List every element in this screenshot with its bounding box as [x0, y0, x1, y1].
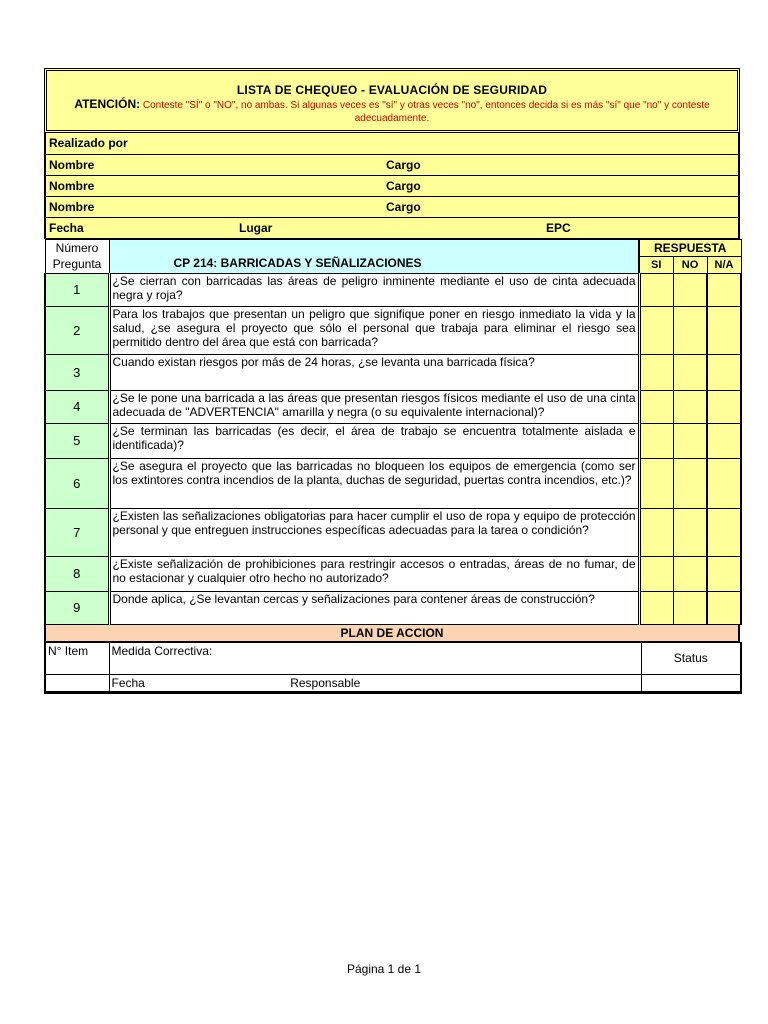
question-row: [45, 458, 741, 508]
page-footer: Página 1 de 1: [346, 962, 422, 976]
nombre-label: Nombre: [49, 178, 95, 193]
checklist-header: [44, 68, 740, 133]
attention-text: Conteste "SÍ" o "NO", no ambas. Si algunas veces es "sí" y otras veces "no", entonces decida si es más "sí" que "no" y conteste adecuadamente.: [142, 100, 710, 124]
question-number: 4: [45, 390, 109, 423]
answer-si-cell[interactable]: [639, 458, 673, 508]
plan-row: [45, 674, 741, 692]
question-row: [45, 306, 741, 354]
question-row: [45, 508, 741, 556]
question-text: ¿Existe señalización de prohibiciones para restringir accesos o entradas, áreas de no fumar, de no estacionar y cualquier otro hecho no autorizado?: [109, 556, 639, 591]
question-row: [45, 556, 741, 591]
cargo-label: Cargo: [386, 199, 421, 214]
question-row: [45, 423, 741, 458]
question-row: [45, 354, 741, 390]
cargo-label: Cargo: [386, 157, 421, 172]
fecha-label: Fecha: [111, 675, 145, 690]
question-row: [45, 273, 741, 306]
question-number: 9: [45, 591, 109, 624]
attention-label: ATENCIÓN:: [74, 97, 141, 111]
respuesta-header: RESPUESTA: [639, 239, 741, 256]
section-title: CP 214: BARRICADAS Y SEÑALIZACIONES: [109, 239, 639, 273]
answer-si-cell[interactable]: [639, 591, 673, 624]
question-number: 5: [45, 423, 109, 458]
question-number: 3: [45, 354, 109, 390]
answer-na-cell[interactable]: [707, 556, 741, 591]
checklist-title: LISTA DE CHEQUEO - EVALUACIÓN DE SEGURIDAD: [236, 83, 548, 97]
item-label: N° Item: [45, 642, 109, 674]
answer-no-cell[interactable]: [673, 591, 707, 624]
question-number: 1: [45, 273, 109, 306]
answer-si-cell[interactable]: [639, 556, 673, 591]
answer-na-cell[interactable]: [707, 591, 741, 624]
question-number: 6: [45, 458, 109, 508]
option-no-header: NO: [673, 256, 707, 273]
answer-no-cell[interactable]: [673, 306, 707, 354]
status-cell[interactable]: [641, 674, 741, 692]
info-row-nombre-3: [45, 196, 739, 217]
answer-na-cell[interactable]: [707, 273, 741, 306]
question-number: 7: [45, 508, 109, 556]
realizado-por-label: Realizado por: [49, 136, 128, 150]
nombre-cargo-cell-2[interactable]: [45, 175, 739, 196]
answer-no-cell[interactable]: [673, 354, 707, 390]
answer-si-cell[interactable]: [639, 508, 673, 556]
answer-si-cell[interactable]: [639, 306, 673, 354]
answer-na-cell[interactable]: [707, 458, 741, 508]
nombre-cargo-cell-1[interactable]: [45, 154, 739, 175]
option-na-header: N/A: [707, 256, 741, 273]
answer-na-cell[interactable]: [707, 423, 741, 458]
info-table: [44, 133, 740, 239]
realizado-por-cell[interactable]: [45, 133, 739, 154]
option-si-header: SI: [639, 256, 673, 273]
questions-table: [44, 239, 742, 625]
item-cell[interactable]: [45, 674, 109, 692]
fecha-responsable-cell[interactable]: [109, 674, 641, 692]
answer-na-cell[interactable]: [707, 354, 741, 390]
numero-pregunta-header: Número Pregunta: [45, 239, 109, 273]
answer-na-cell[interactable]: [707, 508, 741, 556]
answer-no-cell[interactable]: [673, 458, 707, 508]
answer-no-cell[interactable]: [673, 423, 707, 458]
attention-line: [53, 98, 731, 125]
question-text: ¿Se terminan las barricadas (es decir, el área de trabajo se encuentra totalmente aislada e identificada)?: [109, 423, 639, 458]
info-row-nombre-2: [45, 175, 739, 196]
status-label: Status: [641, 642, 741, 674]
question-text: Donde aplica, ¿Se levantan cercas y señalizaciones para contener áreas de construcción?: [109, 591, 639, 624]
answer-na-cell[interactable]: [707, 390, 741, 423]
checklist-sheet: [44, 68, 740, 694]
plan-de-accion-header: PLAN DE ACCION: [44, 625, 740, 642]
question-text: ¿Se cierran con barricadas las áreas de peligro inminente mediante el uso de cinta adecuada negra y roja?: [109, 273, 639, 306]
plan-row: [45, 642, 741, 674]
info-row-realizado: [45, 133, 739, 154]
answer-si-cell[interactable]: [639, 354, 673, 390]
answer-no-cell[interactable]: [673, 390, 707, 423]
medida-correctiva-label: Medida Correctiva:: [111, 643, 213, 658]
responsable-label: Responsable: [290, 675, 361, 690]
fecha-lugar-epc-cell[interactable]: [45, 217, 739, 238]
lugar-label: Lugar: [239, 220, 273, 235]
answer-si-cell[interactable]: [639, 423, 673, 458]
question-row: [45, 390, 741, 423]
question-text: ¿Se le pone una barricada a las áreas que presentan riesgos físicos mediante el uso de una cinta adecuada de "ADVERTENCIA" amarilla y negra (o su equivalente internacional)?: [109, 390, 639, 423]
info-row-nombre-1: [45, 154, 739, 175]
fecha-label: Fecha: [49, 220, 84, 235]
nombre-cargo-cell-3[interactable]: [45, 196, 739, 217]
answer-no-cell[interactable]: [673, 556, 707, 591]
nombre-label: Nombre: [49, 157, 95, 172]
question-number: 2: [45, 306, 109, 354]
answer-no-cell[interactable]: [673, 273, 707, 306]
question-text: ¿Se asegura el proyecto que las barricadas no bloqueen los equipos de emergencia (como ser los extintores contra incendios de la planta, duchas de seguridad, puertas contra incendios, etc.)?: [109, 458, 639, 508]
question-text: ¿Existen las señalizaciones obligatorias para hacer cumplir el uso de ropa y equipo de protección personal y que entreguen instrucciones específicas adecuadas para la tarea o condición?: [109, 508, 639, 556]
question-text: Cuando existan riesgos por más de 24 horas, ¿se levanta una barricada física?: [109, 354, 639, 390]
answer-si-cell[interactable]: [639, 390, 673, 423]
answer-na-cell[interactable]: [707, 306, 741, 354]
question-row: [45, 591, 741, 624]
question-text: Para los trabajos que presentan un peligro que signifique poner en riesgo inmediato la vida y la salud, ¿se asegura el proyecto que sólo el personal que trabaja para eliminar el riesgo sea permitido dentro del área que está con barricada?: [109, 306, 639, 354]
cargo-label: Cargo: [386, 178, 421, 193]
answer-no-cell[interactable]: [673, 508, 707, 556]
questions-header-row: [45, 239, 741, 256]
question-number: 8: [45, 556, 109, 591]
nombre-label: Nombre: [49, 199, 95, 214]
info-row-fecha: [45, 217, 739, 238]
epc-label: EPC: [546, 220, 571, 235]
answer-si-cell[interactable]: [639, 273, 673, 306]
medida-correctiva-cell[interactable]: [109, 642, 641, 674]
plan-table: [44, 642, 742, 694]
